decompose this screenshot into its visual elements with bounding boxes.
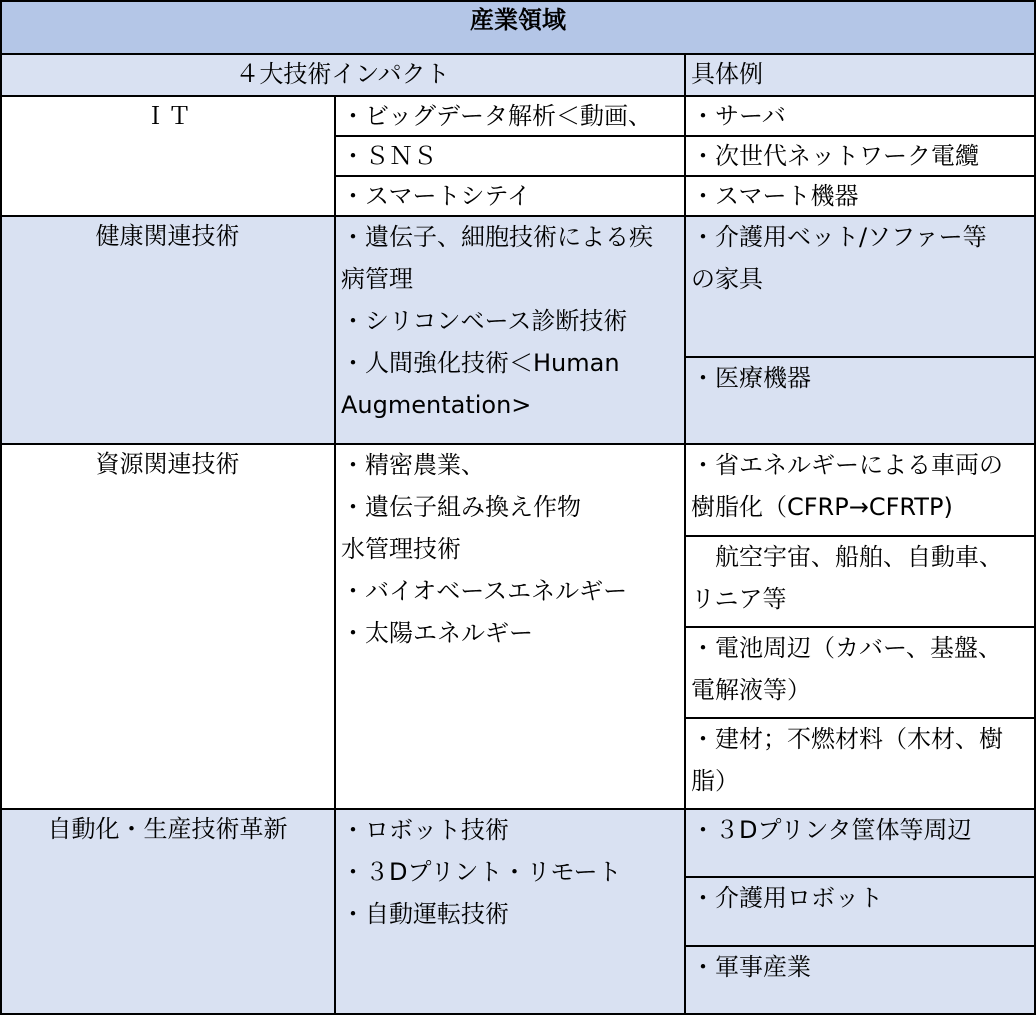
tech-line: ・人間強化技術＜Human: [341, 349, 620, 377]
example-cell: [685, 877, 1036, 946]
tech-cell: [335, 216, 685, 444]
grid-line: [0, 443, 1036, 445]
grid-line: [684, 54, 686, 1015]
example-cell: [685, 444, 1036, 536]
tech-line: ・３Dプリント・リモート: [341, 858, 622, 886]
tech-line: 病管理: [341, 265, 413, 293]
grid-line: [1034, 0, 1036, 1015]
tech-line: ・バイオベースエネルギー: [341, 577, 628, 605]
tech-line: ・太陽エネルギー: [341, 619, 533, 647]
header-tech-impact: ４大技術インパクト: [0, 54, 685, 96]
example-line: 樹脂化（CFRP→CFRTP): [691, 493, 953, 521]
example-line: ・３Dプリンタ筐体等周辺: [691, 816, 972, 844]
grid-line: [0, 0, 1036, 2]
example-line: ・建材；不燃材料（木材、樹: [691, 725, 1003, 753]
example-line: 電解液等）: [691, 676, 811, 704]
example-cell: [685, 627, 1036, 718]
grid-line: [685, 356, 1036, 358]
tech-cell: [335, 444, 685, 809]
example-line: ・電池周辺（カバー、基盤、: [691, 634, 1003, 662]
tech-line: ・ロボット技術: [341, 816, 509, 844]
category-cell-automation: 自動化・生産技術革新: [0, 809, 335, 1015]
example-cell: ・次世代ネットワーク電纜: [685, 136, 1036, 176]
tech-line: 水管理技術: [341, 535, 461, 563]
grid-line: [685, 876, 1036, 878]
grid-line: [685, 717, 1036, 719]
grid-line: [685, 535, 1036, 537]
tech-cell: ・ＳＮＳ: [335, 136, 685, 176]
grid-line: [0, 95, 1036, 97]
example-line: リニア等: [691, 585, 787, 613]
example-line: の家具: [691, 265, 763, 293]
example-cell: [685, 536, 1036, 627]
grid-line: [0, 53, 1036, 55]
example-cell: [685, 357, 1036, 444]
header-examples: 具体例: [685, 54, 1036, 96]
grid-line: [0, 215, 1036, 217]
grid-line: [0, 808, 1036, 810]
category-cell-it: ＩＴ: [0, 96, 335, 216]
example-line: ・医療機器: [691, 364, 811, 392]
tech-cell: ・ビッグデータ解析＜動画、: [335, 96, 685, 136]
tech-line: ・遺伝子組み換え作物: [341, 493, 581, 521]
example-line: 航空宇宙、船舶、自動車、: [691, 543, 1003, 571]
category-cell-resources: 資源関連技術: [0, 444, 335, 809]
example-cell: [685, 718, 1036, 809]
table-title: 産業領域: [0, 0, 1036, 54]
tech-line: ・精密農業、: [341, 451, 485, 479]
example-line: 脂）: [691, 767, 739, 795]
grid-line: [0, 0, 2, 1015]
grid-line: [334, 96, 336, 1015]
grid-line: [685, 945, 1036, 947]
example-cell: ・スマート機器: [685, 176, 1036, 216]
example-line: ・介護用ロボット: [691, 884, 883, 912]
tech-line: Augmentation>: [341, 391, 532, 419]
example-cell: [685, 946, 1036, 1015]
tech-cell: ・スマートシテイ: [335, 176, 685, 216]
grid-line: [0, 1013, 1036, 1015]
grid-line: [335, 175, 1036, 177]
tech-line: ・遺伝子、細胞技術による疾: [341, 223, 653, 251]
tech-line: ・自動運転技術: [341, 900, 509, 928]
example-cell: [685, 216, 1036, 357]
grid-line: [685, 626, 1036, 628]
example-line: ・介護用ベット/ソファー等: [691, 223, 987, 251]
category-cell-health: 健康関連技術: [0, 216, 335, 444]
example-line: ・省エネルギーによる車両の: [691, 451, 1003, 479]
tech-cell: [335, 809, 685, 1015]
grid-line: [335, 135, 1036, 137]
tech-line: ・シリコンベース診断技術: [341, 307, 628, 335]
example-cell: ・サーバ: [685, 96, 1036, 136]
example-cell: [685, 809, 1036, 877]
example-line: ・軍事産業: [691, 953, 811, 981]
